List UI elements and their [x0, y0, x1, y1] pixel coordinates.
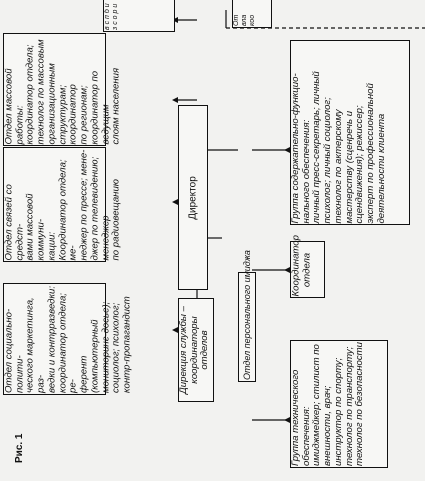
mass-media-relations-text: Отдел связей со средст- вами массовой коммуни- кации: Координатор отдела; ме- неджер по прессе; мене- джер по телевидению; менеджер по радиовещанию — [3, 149, 122, 260]
top-right-partial-box — [232, 0, 272, 28]
director-label: Директор — [187, 175, 199, 220]
service-directorate-label: Дирекция службы – координаторы отделов — [178, 306, 211, 394]
top-right-partial-text: От вла коо — [233, 14, 256, 26]
top-left-partial-text: в с п б и з с о р и — [104, 3, 119, 30]
social-political-marketing-text: Отдел социально-полити- ческого маркетинга, раз- ведки и контрразведки: координатор отдела; ре- ферент (компьютерный мониторинг-досье); социолог; психолог; контр-пропагандист — [3, 285, 133, 393]
service-directorate-box — [178, 298, 214, 402]
mass-work-text: Отдел массовой работы: координатор отдела; технолог по массовым организационным структурам; координатор по регионам; координатор по ведущим слоям населения — [3, 38, 122, 144]
content-functional-support-group — [290, 40, 410, 225]
director-box — [178, 105, 208, 290]
personal-image-department — [238, 250, 256, 382]
social-political-marketing-department — [3, 283, 133, 395]
mass-work-department — [3, 33, 122, 146]
personal-image-label: Отдел персонального имиджа — [241, 250, 252, 380]
content-functional-support-text: Группа содержательно-функцио- нального обеспечения: личный пресс-секретарь; личный психолог; личный социолог; технолог по актерскому мастерству (сценречь и сцендвижения); режиссер; эксперт по профессиональной деятельности клиента — [290, 70, 387, 223]
department-coordinator-label: Координатор отдела — [290, 234, 312, 296]
department-coordinator-box — [290, 234, 325, 298]
technical-support-group — [290, 340, 388, 468]
figure-caption: Рис. 1 — [14, 433, 25, 463]
top-left-partial-box — [103, 0, 175, 32]
mass-media-relations-department — [3, 147, 122, 262]
technical-support-text: Группа технического обеспечения: имиджмейкер; стилист по внешности, врач; инструктор по спорту; технолог по транспорту; технолог по безопасности — [290, 342, 366, 466]
